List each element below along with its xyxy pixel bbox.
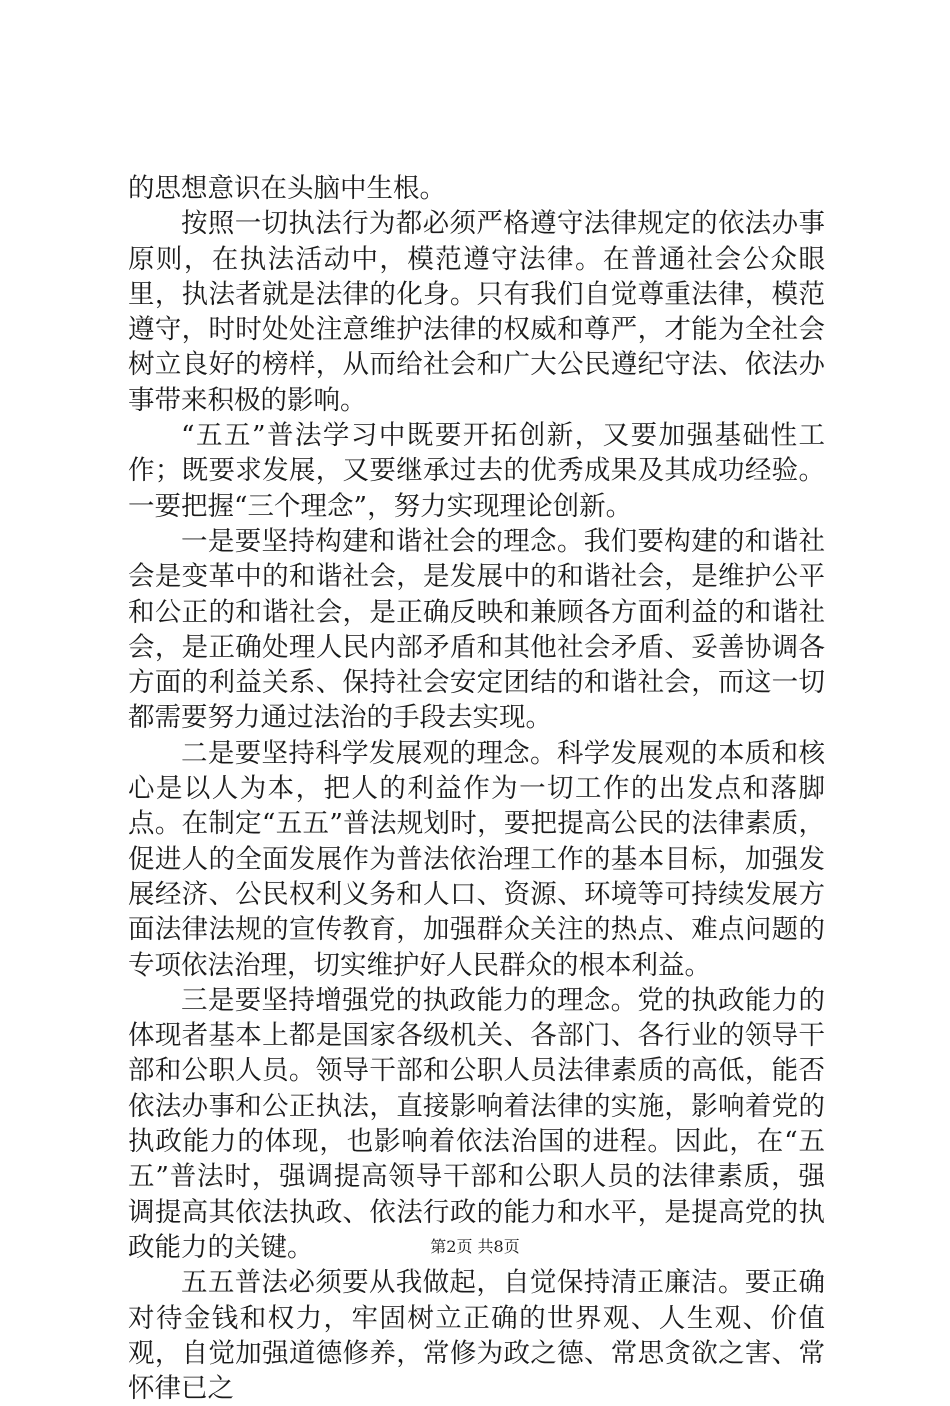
paragraph: 五五普法必须要从我做起，自觉保持清正廉洁。要正确对待金钱和权力，牢固树立正确的世界观、人生观、价值观，自觉加强道德修养，常修为政之德、常思贪欲之害、常怀律已之 bbox=[128, 1267, 825, 1405]
paragraph: “五五”普法学习中既要开拓创新，又要加强基础性工作；既要求发展，又要继承过去的优秀成果及其成功经验。一要把握“三个理念”，努力实现理论创新。 bbox=[128, 420, 825, 522]
paragraph: 按照一切执法行为都必须严格遵守法律规定的依法办事原则，在执法活动中，模范遵守法律。在普通社会公众眼里，执法者就是法律的化身。只有我们自觉尊重法律，模范遵守，时时处处注意维护法律的权威和尊严，才能为全社会树立良好的榜样，从而给社会和广大公民遵纪守法、依法办事带来积极的影响。 bbox=[128, 208, 825, 416]
paragraph: 的思想意识在头脑中生根。 bbox=[128, 173, 446, 204]
paragraph: 一是要坚持构建和谐社会的理念。我们要构建的和谐社会是变革中的和谐社会，是发展中的和谐社会，是维护公平和公正的和谐社会，是正确反映和兼顾各方面利益的和谐社会，是正确处理人民内部矛盾和其他社会矛盾、妥善协调各方面的利益关系、保持社会安定团结的和谐社会，而这一切都需要努力通过法治的手段去实现。 bbox=[128, 525, 825, 734]
paragraph: 二是要坚持科学发展观的理念。科学发展观的本质和核心是以人为本，把人的利益作为一切工作的出发点和落脚点。在制定“五五”普法规划时，要把提高公民的法律素质，促进人的全面发展作为普法依治理工作的基本目标，加强发展经济、公民权利义务和人口、资源、环境等可持续发展方面法律法规的宣传教育，加强群众关注的热点、难点问题的专项依法治理，切实维护好人民群众的根本利益。 bbox=[128, 737, 825, 981]
document-body bbox=[128, 171, 825, 1406]
paragraph: 三是要坚持增强党的执政能力的理念。党的执政能力的体现者基本上都是国家各级机关、各部门、各行业的领导干部和公职人员。领导干部和公职人员法律素质的高低，能否依法办事和公正执法，直接影响着法律的实施，影响着党的执政能力的体现，也影响着依法治国的进程。因此，在“五五”普法时，强调提高领导干部和公职人员的法律素质，强调提高其依法执政、依法行政的能力和水平，是提高党的执政能力的关键。 bbox=[128, 984, 825, 1263]
page-number: 第2页 共8页 bbox=[430, 1237, 520, 1256]
page-footer bbox=[0, 1234, 950, 1257]
